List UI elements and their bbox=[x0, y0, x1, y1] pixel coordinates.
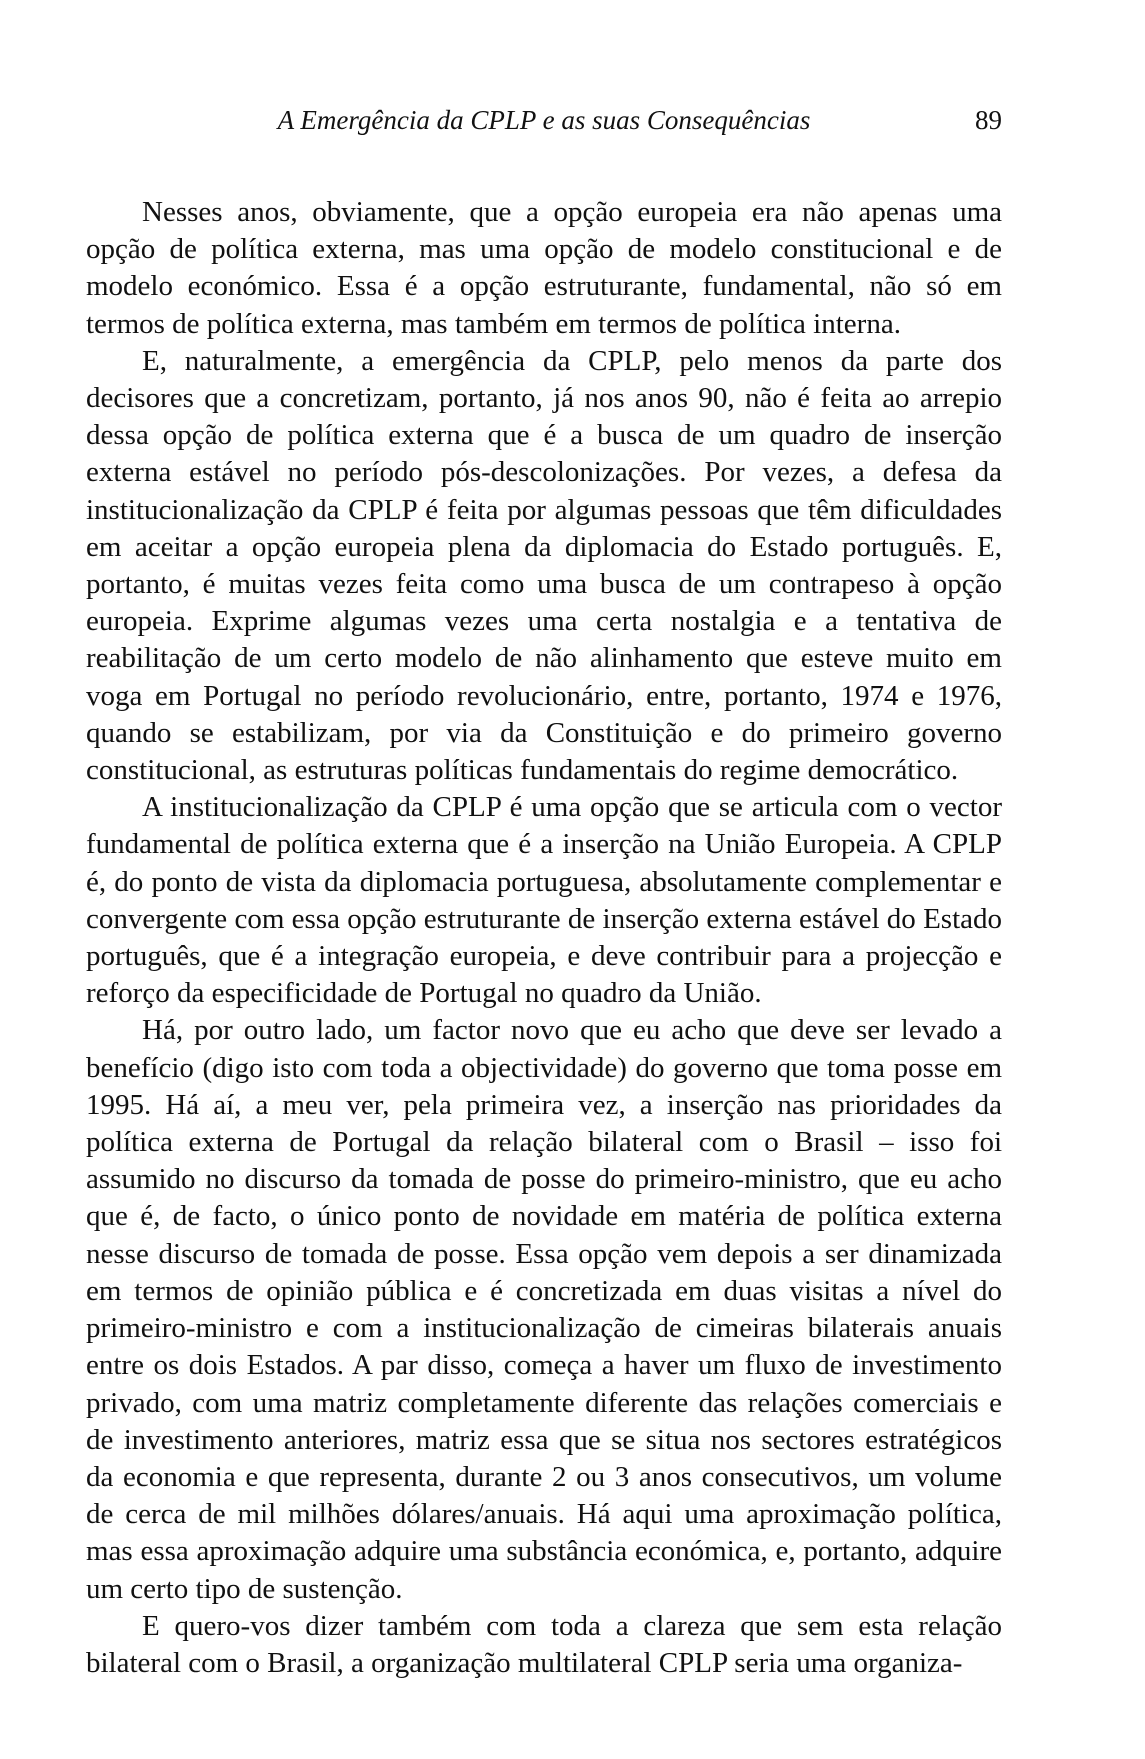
paragraph: E quero-vos dizer também com toda a clareza que sem esta relação bilateral com o Brasil, a organização multilateral CPLP seria uma organiza- bbox=[86, 1609, 1002, 1679]
paragraph: Nesses anos, obviamente, que a opção europeia era não apenas uma opção de política externa, mas uma opção de modelo constitucional e de modelo económico. Essa é a opção estruturante, fundamental, não só em termos de política externa, mas também em termos de política interna. bbox=[86, 196, 1002, 340]
paragraph: A institucionalização da CPLP é uma opção que se articula com o vector fundamental de política externa que é a inserção na União Europeia. A CPLP é, do ponto de vista da diplomacia portuguesa, absolutamente complementar e convergente com essa opção estruturante de inserção externa estável do Estado português, que é a integração europeia, e deve contribuir para a projecção e reforço da especificidade de Portugal no quadro da União. bbox=[86, 791, 1002, 1010]
page-number: 89 bbox=[975, 105, 1002, 135]
paragraph: E, naturalmente, a emergência da CPLP, pelo menos da parte dos decisores que a concretizam, portanto, já nos anos 90, não é feita ao arrepio dessa opção de política externa que é a busca de um quadro de inserção externa estável no período pós-descolonizações. Por vezes, a defesa da institucionalização da CPLP é feita por algumas pessoas que têm dificuldades em aceitar a opção europeia plena da diplomacia do Estado português. E, portanto, é muitas vezes feita como uma busca de um contrapeso à opção europeia. Exprime algumas vezes uma certa nostalgia e a tentativa de reabilitação de um certo modelo de não alinhamento que esteve muito em voga em Portugal no período revolucionário, entre, portanto, 1974 e 1976, quando se estabilizam, por via da Constituição e do primeiro governo constitucional, as estruturas políticas fundamentais do regime democrático. bbox=[86, 344, 1002, 787]
running-title: A Emergência da CPLP e as suas Consequências bbox=[277, 105, 811, 135]
running-head bbox=[86, 100, 1002, 140]
body-text bbox=[86, 194, 1002, 1682]
paragraph: Há, por outro lado, um factor novo que eu acho que deve ser levado a benefício (digo isto com toda a objectividade) do governo que toma posse em 1995. Há aí, a meu ver, pela primeira vez, a inserção nas prioridades da política externa de Portugal da relação bilateral com o Brasil – isso foi assumido no discurso da tomada de posse do primeiro-ministro, que eu acho que é, de facto, o único ponto de novidade em matéria de política externa nesse discurso de tomada de posse. Essa opção vem depois a ser dinamizada em termos de opinião pública e é concretizada em duas visitas a nível do primeiro-ministro e com a institucionalização de cimeiras bilaterais anuais entre os dois Estados. A par disso, começa a haver um fluxo de investimento privado, com uma matriz completamente diferente das relações comerciais e de investimento anteriores, matriz essa que se situa nos sectores estratégicos da economia e que representa, durante 2 ou 3 anos consecutivos, um volume de cerca de mil milhões dólares/anuais. Há aqui uma aproximação política, mas essa aproximação adquire uma substância económica, e, portanto, adquire um certo tipo de sustenção. bbox=[86, 1014, 1002, 1605]
